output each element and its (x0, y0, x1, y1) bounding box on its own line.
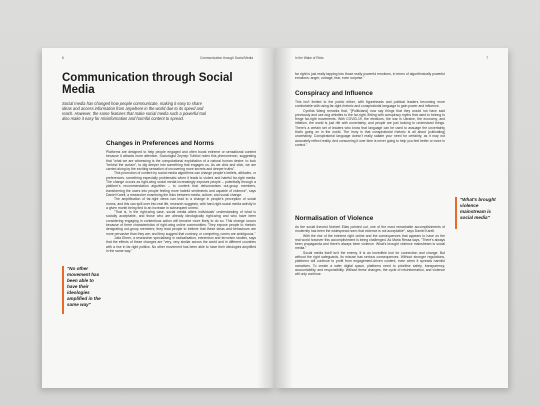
left-paragraph-5: Julia Ebner, a researcher specialising in radicalisation, extremism and terrorism studies, says that the effects of these changes are "very, very similar across the world and in different countries with a rise in far-right politics. No other movement has been able to have their ideologies amplified in the same way." (106, 235, 256, 253)
gutter-shadow-right (275, 48, 293, 388)
left-paragraph-1: Platforms are designed to help people engaged and often boost extreme or sensational content because it attracts more attention. Sociologist Zeynep Tufekci notes this phenomenon, suggesting that "what we are witnessing is the computational exploitation of a natural human desire: to look "behind the curtain", to dig deeper into something that engages us. As we click and click, we are carried along by the exciting sensation of uncovering more secrets and deeper truths". (106, 150, 256, 172)
left-running-head: Communication through Social Media (200, 56, 253, 60)
section-heading-preferences: Changes in Preferences and Norms (106, 140, 214, 147)
left-paragraph-4: "That is, in the right-wing case, social media alters individuals' understanding of what is socially acceptable, and those who are already ideologically right-wing and who have been considering engaging in contentious action will become more likely to do so. This change occurs because of three characteristics of right-wing online communities: They expose people to rhetoric denigrating out-group members; they lead people to believe that these ideas and behaviours are more pervasive than they are; and they suggest that contrary, or competing, norms are ambiguous." (106, 210, 256, 236)
gutter-shadow-left (257, 48, 275, 388)
violence-paragraph-1: As the social theorist Norbert Elias pointed out, one of the most remarkable accomplishments of modernity has been the widespread norm that violence is not acceptable", says Daniel Karell. (295, 225, 445, 234)
left-page-number: 6 (62, 56, 64, 60)
conspiracy-paragraph-1: This isn't limited to the public either, with figureheads and political leaders becoming more comfortable with using far-right rhetoric and conspiratorial language to gain power and influence. (295, 100, 445, 109)
left-body-column (106, 150, 256, 382)
violence-paragraph-3: Social media itself isn't the enemy. It is an incredible tool for connection and change. But without the right safeguards, its misuse has serious consequences. Without stronger regulations, platforms will continue to profit from engagement-driven content, even when it spreads harmful narratives. To create a safer digital space, platforms need to prioritise safety, transparency, accountability, and responsibility. Without these changes, the cycle of misinformation, and violence will only continue. (295, 250, 445, 277)
left-paragraph-2: This promotion of content by social media algorithms can change people's beliefs, attitudes, or preferences, something especially problematic when it leads to violent and hateful far-right media. The change occurs as right-wing social media increasingly exposes people – potentially through a platform's recommendation algorithm – to content that dehumanises out-group members, transforming the users into people feeling more hateful sentiments and capable of violence", says Daniel Karell, a researcher examining the links between media, culture, and social change. (106, 171, 256, 197)
right-page-number: 7 (486, 56, 488, 60)
left-page (42, 48, 275, 388)
right-pull-quote: "What's brought violence mainstream is social media" (460, 197, 496, 220)
pull-quote-accent-bar (62, 266, 64, 314)
left-paragraph-3: The amplification of far-right views can lead to a change in people's perception of social norms, and this can spill over into real life, research suggests, with hard-right social media activity in a given month being tied to an increase in subsequent unrest. (106, 197, 256, 210)
pull-quote-accent-bar-right (455, 197, 457, 229)
right-running-head: In the Wake of Riots (295, 56, 324, 60)
section-heading-conspiracy: Conspiracy and Influence (295, 90, 373, 97)
violence-column (295, 225, 445, 375)
right-page (275, 48, 508, 388)
right-body-top: far right is just really tapping into those really powerful emotions, in terms of algorithmically powerful emotions: anger, outrage, fear, even surprise." (295, 72, 445, 81)
section-heading-violence: Normalisation of Violence (295, 215, 374, 222)
article-intro: Social media has changed how people communicate, making it easy to share ideas and access information from anywhere in the world due to its speed and reach. However, the same features that make social media such a powerful tool also make it easy for misinformation and harmful content to spread. (62, 101, 207, 121)
article-title: Communication through Social Media (62, 72, 233, 96)
conspiracy-paragraph-2: Cynthia Wang remarks that, "[Politicians] now say things that they would not have said previously and use dog whistles to the far-right, flirting with conspiracy myths that used to belong to fringe far-right movements. With COVID-19, the elections, the war in Ukraine, the economy, and inflation, the world is just rife with uncertainty, and people are just looking to understand things. There's a certain set of leaders who know that language can be used to assuage the uncertainty that's going on in the world. The irony is that conspiratorial rhetoric is all about [cultivating] uncertainty. Conspiratorial language doesn't really satiate your need for certainty, as it may not accurately reflect reality. And consuming it over time is never going to help you feel better or more in control." (295, 108, 445, 147)
left-pull-quote: "No other movement has been able to have their ideologies amplified in the same way" (67, 266, 101, 307)
violence-paragraph-2: With the rise of the extreme right online and the consequences that appears to have on the real world however this accomplishment is being challenged. As Maria Ressa says, "There's always been propaganda and there's always been violence. What's brought violence mainstream is social media." (295, 233, 445, 251)
conspiracy-column (295, 100, 445, 210)
open-magazine (42, 48, 508, 388)
